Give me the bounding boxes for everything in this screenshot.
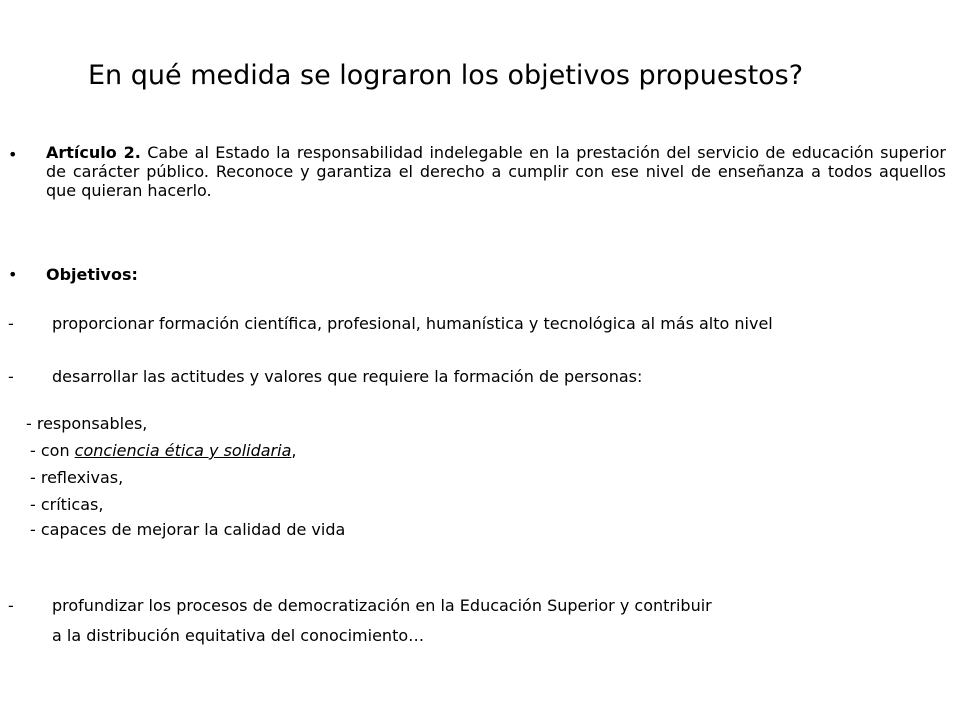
- item-2-text: desarrollar las actitudes y valores que requiere la formación de personas:: [52, 367, 643, 386]
- articulo-label: Artículo 2.: [46, 143, 141, 162]
- objetivos-bullet: •: [8, 265, 18, 284]
- objetivos-label: Objetivos:: [46, 265, 138, 284]
- articulo-bullet: •: [8, 145, 18, 164]
- item-3-line2: a la distribución equitativa del conocimiento…: [52, 626, 425, 645]
- item-3-line1: profundizar los procesos de democratización en la Educación Superior y contribuir: [52, 596, 712, 615]
- subitem-conciencia-prefix: - con: [30, 441, 75, 460]
- item-1-text: proporcionar formación científica, profesional, humanística y tecnológica al más alto nivel: [52, 314, 773, 333]
- subitem-conciencia-suffix: ,: [291, 441, 297, 460]
- page-title: En qué medida se lograron los objetivos propuestos?: [88, 60, 804, 91]
- subitem-reflexivas: - reflexivas,: [30, 468, 124, 487]
- articulo-paragraph: [46, 143, 946, 200]
- subitem-criticas: - críticas,: [30, 495, 104, 514]
- subitem-responsables: - responsables,: [26, 414, 148, 433]
- subitem-conciencia: [30, 441, 296, 460]
- conciencia-link[interactable]: conciencia ética y solidaria: [74, 441, 292, 460]
- subitem-capaces: - capaces de mejorar la calidad de vida: [30, 520, 346, 539]
- articulo-text: Cabe al Estado la responsabilidad indelegable en la prestación del servicio de educación superior de carácter público. Reconoce y garantiza el derecho a cumplir con ese nivel de enseñanza a todos aquellos que quieran hacerlo.: [46, 143, 946, 200]
- item-1-dash: -: [8, 314, 14, 333]
- item-3-dash: -: [8, 596, 14, 615]
- item-2-dash: -: [8, 367, 14, 386]
